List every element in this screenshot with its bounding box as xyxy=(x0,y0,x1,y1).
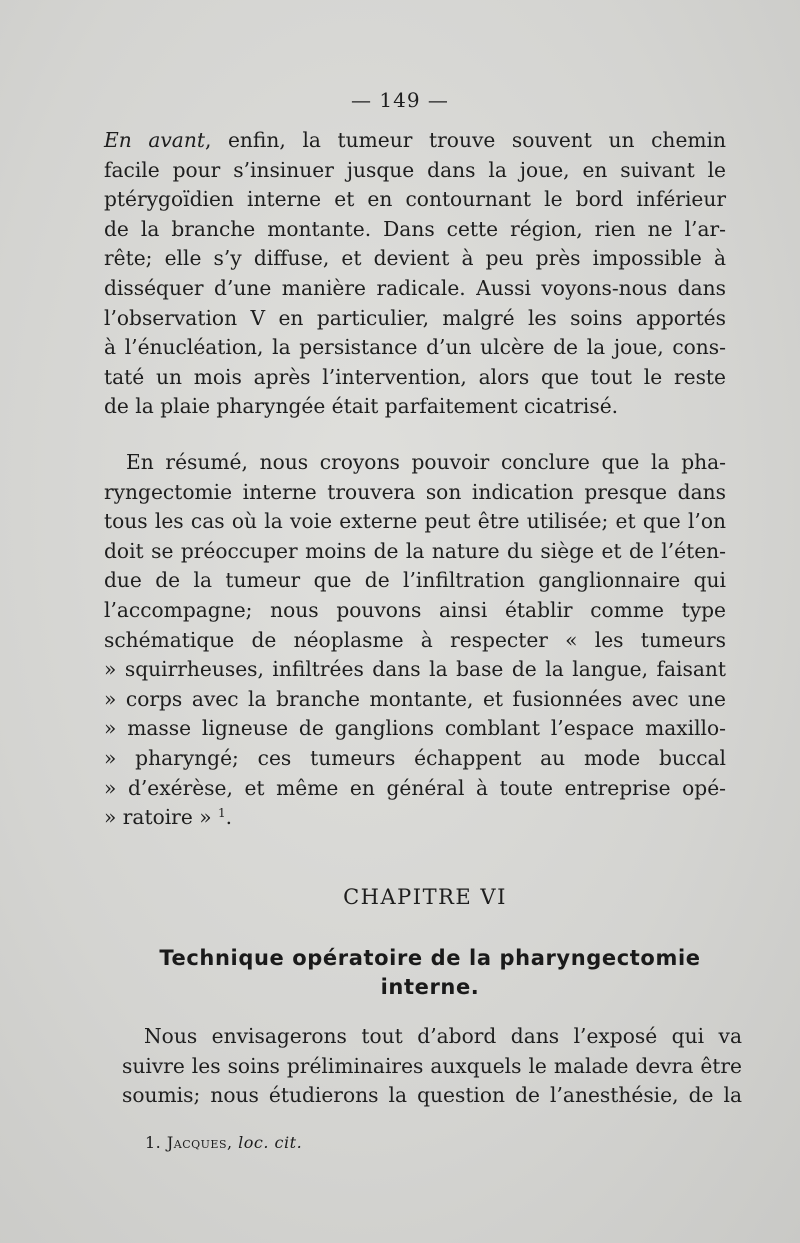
paragraph-line: rête; elle s’y diffuse, et devient à peu près impossible à xyxy=(104,246,726,271)
paragraph-line: » corps avec la branche montante, et fusionnées avec une xyxy=(104,686,726,711)
paragraph-line: doit se préoccuper moins de la nature du siège et de l’éten- xyxy=(104,538,726,563)
paragraph-line: schématique de néoplasme à respecter « les tumeurs xyxy=(104,627,726,652)
section-title xyxy=(120,944,740,1002)
footnote-reference: 1 xyxy=(217,806,226,821)
paragraph-line: de la branche montante. Dans cette région, rien ne l’ar- xyxy=(104,216,726,241)
footnote-number: 1. xyxy=(145,1133,162,1152)
paragraph-line: » pharyngé; ces tumeurs échappent au mode buccal xyxy=(104,745,726,770)
paragraph-line: » d’exérèse, et même en général à toute entreprise opé- xyxy=(104,775,726,800)
paragraph-line: Nous envisagerons tout d’abord dans l’exposé qui va xyxy=(144,1024,742,1048)
paragraph-line: disséquer d’une manière radicale. Aussi voyons-nous dans xyxy=(104,275,726,300)
paragraph-line: l’observation V en particulier, malgré les soins apportés xyxy=(104,305,726,330)
paragraph-line: En résumé, nous croyons pouvoir conclure que la pha- xyxy=(126,450,726,474)
paragraph-line: » squirrheuses, infiltrées dans la base de la langue, faisant xyxy=(104,657,726,682)
paragraph-3 xyxy=(122,1022,742,1111)
footnote-reference-text: loc. cit. xyxy=(238,1133,303,1152)
paragraph-line: ryngectomie interne trouvera son indication presque dans xyxy=(104,479,726,504)
section-title-line: Technique opératoire de la pharyngectomie xyxy=(159,946,701,970)
paragraph-line: ptérygoïdien interne et en contournant le bord inférieur xyxy=(104,187,726,212)
paragraph-line: En avant, enfin, la tumeur trouve souvent un chemin xyxy=(104,128,726,152)
paragraph-line: due de la tumeur que de l’infiltration ganglionnaire qui xyxy=(104,568,726,593)
footnote xyxy=(145,1133,302,1152)
paragraph-1 xyxy=(104,126,726,422)
chapter-heading: CHAPITRE VI xyxy=(343,885,507,909)
paragraph-line: soumis; nous étudierons la question de l’anesthésie, de la xyxy=(122,1083,742,1108)
paragraph-line: l’accompagne; nous pouvons ainsi établir comme type xyxy=(104,597,726,622)
footnote-author: Jacques, xyxy=(166,1133,233,1152)
paragraph-line: » ratoire » $^1$. xyxy=(104,805,233,830)
paragraph-line: facile pour s’insinuer jusque dans la joue, en suivant le xyxy=(104,157,726,182)
paragraph-line: suivre les soins préliminaires auxquels le malade devra être xyxy=(122,1053,742,1078)
italic-lead: En avant xyxy=(104,128,205,152)
paragraph-2 xyxy=(104,448,726,833)
paragraph-line: à l’énucléation, la persistance d’un ulcère de la joue, cons- xyxy=(104,335,726,360)
paragraph-line: de la plaie pharyngée était parfaitement cicatrisé. xyxy=(104,394,619,419)
page-number: — 149 — xyxy=(351,88,449,112)
section-title-line: interne. xyxy=(380,975,480,999)
paragraph-line: tous les cas où la voie externe peut être utilisée; et que l’on xyxy=(104,509,726,534)
paragraph-line: » masse ligneuse de ganglions comblant l’espace maxillo- xyxy=(104,716,726,741)
paragraph-line: taté un mois après l’intervention, alors que tout le reste xyxy=(104,364,726,389)
